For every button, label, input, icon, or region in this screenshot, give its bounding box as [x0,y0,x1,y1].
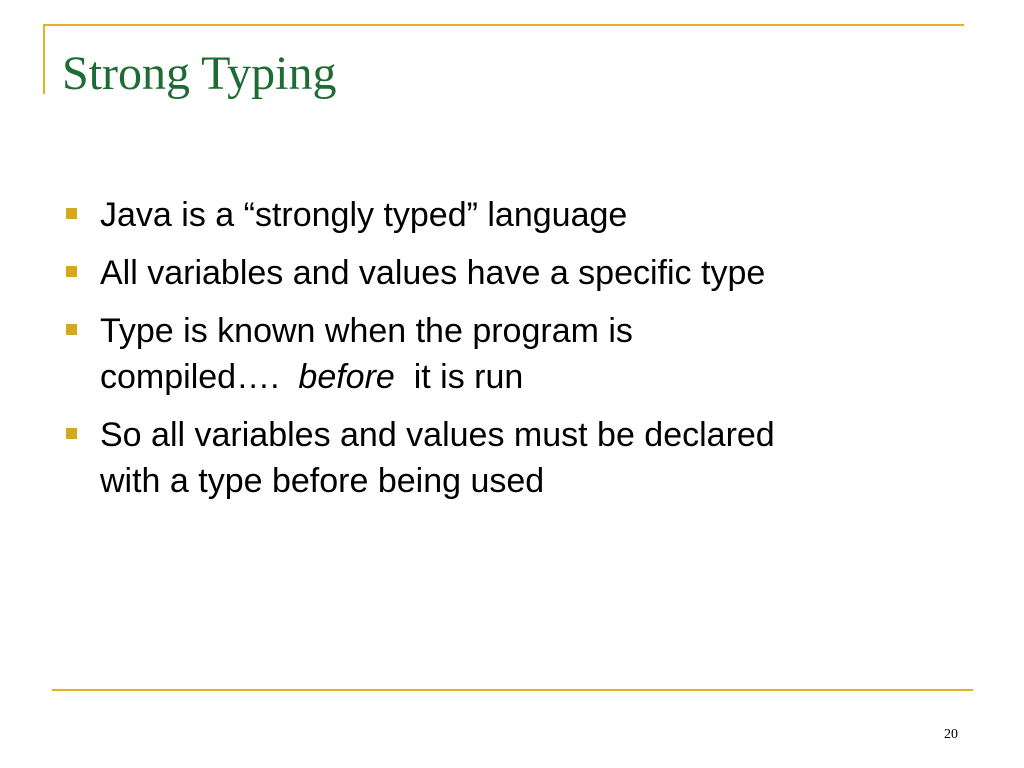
bullet-text: All variables and values have a specific type [100,254,766,292]
emphasized-word: before [298,358,395,396]
square-bullet-icon [66,428,77,439]
bullet-text: Type is known when the program is [100,312,633,350]
bullet-text-segment: it is run [394,358,524,396]
bullet-list [64,192,964,516]
bullet-item [64,412,964,504]
bullet-text-segment: compiled…. [100,358,299,396]
square-bullet-icon [66,266,77,277]
bottom-accent-line [52,689,973,691]
page-number: 20 [944,727,958,742]
square-bullet-icon [66,324,77,335]
top-accent-line [43,24,964,26]
bullet-text: with a type before being used [100,462,545,500]
square-bullet-icon [66,208,77,219]
slide-title: Strong Typing [62,47,337,100]
left-accent-line [43,24,45,94]
bullet-item [64,308,964,400]
bullet-text: So all variables and values must be declared [100,416,775,454]
bullet-item [64,250,964,296]
bullet-text-line [100,354,964,400]
bullet-item [64,192,964,238]
bullet-text: Java is a “strongly typed” language [100,196,628,234]
